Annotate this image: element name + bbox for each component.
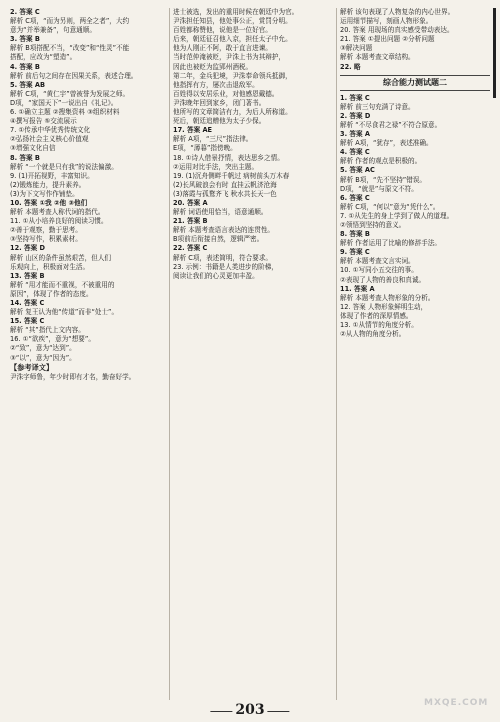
text-line: 后来，朝廷征召他入京，担任太子中允。 <box>173 35 292 44</box>
text-line: 4. 答案 C <box>340 148 370 157</box>
text-line: 19. (1)沉舟侧畔千帆过 病树前头万木春 <box>173 171 290 180</box>
text-line: 意为“并举兼备”，句意通顺。 <box>10 26 96 35</box>
text-line: 2. 答案 C <box>10 8 40 16</box>
text-line: 14. 答案 C <box>10 299 45 307</box>
text-line: ②“致”，意为“达到”。 <box>10 344 76 353</box>
text-line: 3. 答案 B <box>10 35 40 44</box>
text-line: ②弘扬社会主义核心价值观 <box>10 135 89 144</box>
column-divider <box>336 8 337 700</box>
text-line: D项，“就是”与原文不符。 <box>340 184 418 193</box>
text-line: 解析 本题考查语言表达的连贯性。 <box>173 226 275 235</box>
text-line: D项，“家国天下”一说出自《礼记》。 <box>10 98 118 107</box>
text-line: 13. 答案 B <box>10 271 45 280</box>
text-line: 解析 复王认为他“传道”而非“处士”。 <box>10 308 119 317</box>
page-footer <box>0 698 500 718</box>
text-line: 12. 答案 D <box>10 244 45 253</box>
text-line: 解析 C项，“而为另则，两全之者”，大约 <box>10 17 130 26</box>
text-line: 2. 答案 D <box>340 111 371 120</box>
text-line: 13. ①从情节的角度分析。 <box>340 321 418 329</box>
text-line: 7. ①传承中华优秀传统文化 <box>10 126 91 135</box>
text-line: ④撰写报告 ⑤交流展示 <box>10 117 77 126</box>
text-line: 7. ①从先生的身上学到了做人的道理。 <box>340 211 454 220</box>
text-line: 23. 示例：书籍是人类进步的阶梯， <box>173 262 278 271</box>
text-line: E项，“薄暮”指傍晚。 <box>173 144 237 153</box>
text-line: 3. 答案 A <box>340 130 370 139</box>
text-line: 阅读让我们的心灵更加丰盈。 <box>173 271 259 280</box>
text-line: (2)长风破浪会有时 直挂云帆济沧海 <box>173 180 277 189</box>
text-line: 15. 答案 C <box>10 317 45 326</box>
column-middle <box>173 8 331 700</box>
text-line: 乐观向上，积极面对生活。 <box>10 262 90 271</box>
text-line: 21. 答案 ①提出问题 ②分析问题 <box>340 35 435 44</box>
column-divider <box>169 8 170 700</box>
text-line: 22. 答案 C <box>173 244 208 253</box>
text-line: 解析 本题考查文言实词。 <box>340 257 415 266</box>
text-line: 18. ①诗人借景抒情，表达思乡之情。 <box>173 153 284 162</box>
text-line: 解析 本题考查人物形象的分析。 <box>340 293 435 302</box>
text-line: 解析 作者的观点是积极的。 <box>340 157 422 166</box>
page-number: 203 <box>235 702 265 718</box>
text-line: 解析 前后句之间存在因果关系，表述合理。 <box>10 71 138 80</box>
text-line: 5. 答案 AB <box>10 80 46 89</box>
text-line: ③增强文化自信 <box>10 144 56 153</box>
text-line: ③解决问题 <box>340 44 373 53</box>
text-line: 解析 C项，表述简明，符合要求。 <box>173 253 273 262</box>
text-line: ②运用对比手法，突出主题。 <box>173 162 259 171</box>
text-line: 因此也被贬为监郢州酒税。 <box>173 62 253 71</box>
text-line: 20. 答案 A <box>173 198 208 207</box>
text-line: 6. 答案 C <box>340 193 370 202</box>
text-line: 16. ①“欲疾”，意为“想要”。 <box>10 335 95 344</box>
text-line: ③“以”，意为“因为”。 <box>10 353 76 362</box>
text-line: 22. 略 <box>340 62 361 71</box>
text-line: 尹洙字师鲁，年少时即有才名，勤奋好学。 <box>10 372 136 381</box>
text-line: 解析 该句表现了人物复杂的内心世界。 <box>340 8 455 16</box>
text-line: 解析 A项，“三尺”指法律。 <box>173 135 253 144</box>
text-line: 1. 答案 C <box>340 93 370 102</box>
text-line: 8. 答案 B <box>10 153 40 162</box>
text-line: 进士被选，发出的重用时候在朝廷中为官。 <box>173 8 299 16</box>
text-line: 原因”，体现了作者的态度。 <box>10 289 93 298</box>
text-line: 他为人刚正不阿，敢于直言进谏。 <box>173 44 272 53</box>
text-line: (2)锻炼能力，提升素养。 <box>10 180 86 189</box>
text-line: 20. 答案 用现场的真实感受带动表达。 <box>340 26 454 35</box>
text-line: 解析 B项，“先不坚持”错误。 <box>340 175 426 184</box>
text-line: (3)为下文写作作铺垫。 <box>10 189 79 198</box>
text-line: 他指挥有方，屡次击退敌军。 <box>173 80 259 89</box>
text-line: 第二年，金兵犯境，尹洙奉命领兵抵御， <box>173 71 292 80</box>
text-line: B项前后衔接自然，逻辑严密。 <box>173 235 264 244</box>
text-line: (3)落霞与孤鹜齐飞 秋水共长天一色 <box>173 189 277 198</box>
text-line: 百姓得以安居乐业，对他感恩戴德。 <box>173 89 279 98</box>
text-line: ②善于观察，勤于思考。 <box>10 226 82 235</box>
text-line: 解析 A项，“犹存”，表述准确。 <box>340 139 433 148</box>
answer-page <box>10 8 490 700</box>
section-title: 综合能力测试题二 <box>340 75 490 91</box>
text-line: 解析 前三句充满了诗意。 <box>340 102 415 111</box>
text-line: 解析 本题考查文章结构。 <box>340 53 415 62</box>
text-line: ②表现了人物的善良和真诚。 <box>340 275 426 284</box>
text-line: 5. 答案 AC <box>340 166 375 175</box>
page-edge-tab <box>493 8 496 98</box>
text-line: 体现了作者的深厚情感。 <box>340 311 413 320</box>
text-line: 搭配，应改为“塑造”。 <box>10 53 77 62</box>
text-line: 4. 答案 B <box>10 62 40 71</box>
text-line: ②从人物的角度分析。 <box>340 330 406 339</box>
text-line: 他所写的文章简洁有力，为后人所称道。 <box>173 108 292 117</box>
text-line: 百姓都称赞他，说他是一位好官。 <box>173 26 272 35</box>
text-line: 解析 山区的条件虽然艰苦，但人们 <box>10 253 112 262</box>
text-line: 解析 词语使用恰当，语意通顺。 <box>173 208 268 217</box>
text-line: 8. 答案 B <box>340 230 370 239</box>
text-line: 6. ①确立主题 ②搜集资料 ③组织材料 <box>10 108 120 117</box>
text-line: 10. 答案 ①我 ②他 ③他们 <box>10 198 88 207</box>
text-line: 解析 “其”指代上文内容。 <box>10 326 85 335</box>
text-line: 解析 “不尽食君之禄”不符合原意。 <box>340 120 442 129</box>
text-line: 解析 C项，“何以”意为“凭什么”。 <box>340 202 440 211</box>
text-line: 尹洙担任知县，他处事公正，赏罚分明。 <box>173 17 292 26</box>
text-line: ③坚持写作，积累素材。 <box>10 235 82 244</box>
text-line: 解析 C项，“黄仁宇”曾被誉为发展之师。 <box>10 89 130 98</box>
reference-translation-header: 【参考译文】 <box>10 362 54 372</box>
text-line: 17. 答案 AE <box>173 126 213 135</box>
text-line: ②领悟到坚持的意义。 <box>340 220 406 229</box>
text-line: 死后，朝廷追赠他为太子少保。 <box>173 117 266 126</box>
text-line: 9. 答案 C <box>340 248 370 257</box>
text-line: 解析 “一个就是只有我”的说法偏激。 <box>10 162 118 171</box>
text-line: 9. (1)开拓视野，丰富知识。 <box>10 171 94 180</box>
text-line: 解析 B项搭配不当，“改变”和“性灵”不能 <box>10 44 130 53</box>
column-right <box>340 8 490 700</box>
column-left <box>10 8 165 700</box>
text-line: 解析 作者运用了比喻的修辞手法。 <box>340 239 442 248</box>
watermark-logo: MXQE.COM <box>424 698 489 708</box>
text-line: 10. ①写同小五交往的事。 <box>340 266 418 275</box>
text-line: 尹洙晚年回到家乡，闭门著书。 <box>173 98 266 107</box>
text-line: 解析 本题考查人称代词的指代。 <box>10 208 105 217</box>
text-line: 21. 答案 B <box>173 217 208 226</box>
text-line: 11. ①从小培养良好的阅读习惯。 <box>10 217 108 226</box>
text-line: 运用细节描写，刻画人物形象。 <box>340 17 433 26</box>
text-line: 12. 答案 人物形象鲜明生动， <box>340 302 428 311</box>
text-line: 11. 答案 A <box>340 284 375 293</box>
text-line: 当时范仲淹被贬，尹洙上书为其辩护， <box>173 53 286 62</box>
text-line: 解析 “用才能而不重视，不被重用的 <box>10 280 115 289</box>
